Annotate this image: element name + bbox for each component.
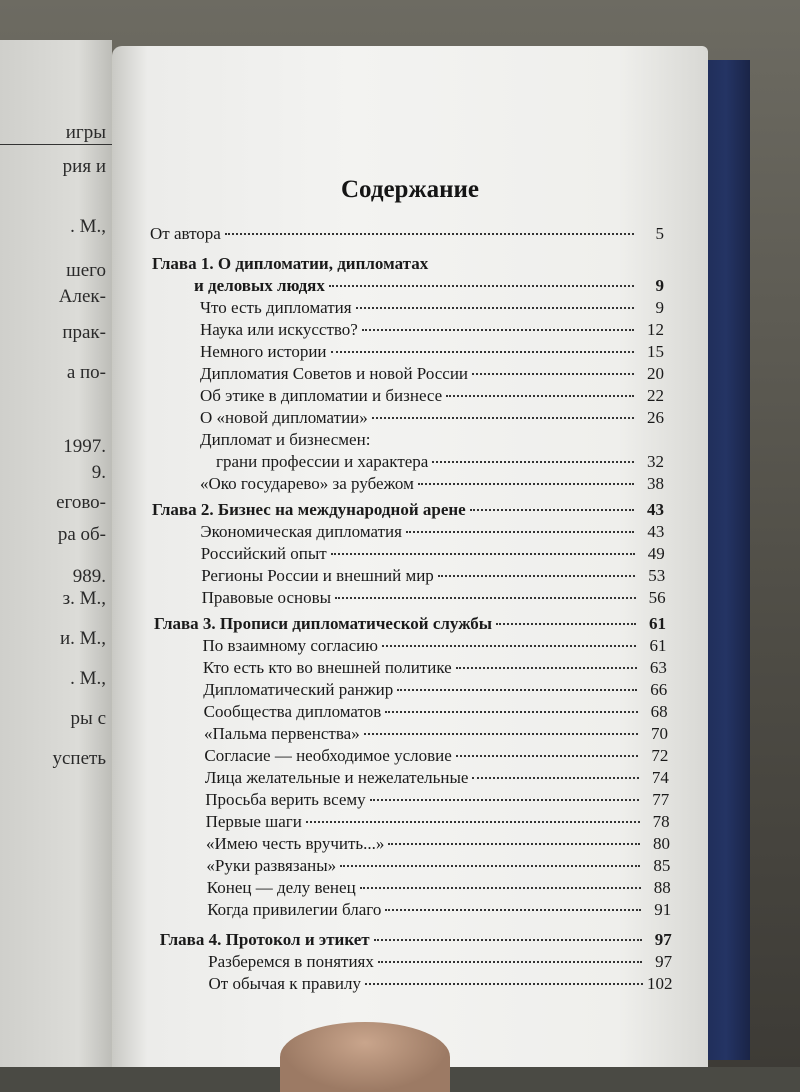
toc-page-number: 97 [655,952,673,971]
toc-label: Российский опыт [200,544,327,563]
toc-entry [203,658,667,680]
toc-label: «Око государево» за рубежом [200,474,414,493]
toc-page-number: 102 [647,974,673,993]
toc-entry [205,768,669,790]
toc-leader-dots [385,909,641,911]
toc-leader-dots [331,553,635,555]
toc-label: Об этике в дипломатии и бизнесе [200,386,443,405]
toc-page-number: 9 [655,298,664,317]
toc-page-number: 15 [647,342,664,361]
left-page-text: рия и [62,156,106,177]
left-page-text: и. М., [59,628,106,649]
toc-entry [200,342,664,364]
toc-entry [200,430,664,452]
toc-entry [200,522,664,544]
toc-entry [208,952,672,974]
toc-leader-dots [472,777,638,779]
toc-entry [216,452,664,474]
toc-page-number: 66 [650,680,668,699]
left-page-text: Алек- [58,286,106,307]
toc-label: «Имею честь вручить...» [206,834,385,853]
left-page-text: а по- [66,362,106,383]
left-page-text: 989. [72,566,106,587]
toc-label: Правовые основы [201,588,332,607]
toc-entry [150,224,664,246]
toc-entry [206,856,670,878]
toc-entry [200,320,664,342]
toc-leader-dots [225,233,634,235]
toc-leader-dots [472,373,634,375]
toc-label: Глава 3. Прописи дипломатической службы [154,614,493,633]
toc-label: О «новой дипломатии» [200,408,368,427]
left-page-text: шего [66,260,106,281]
toc-entry [200,474,664,496]
toc-entry [201,566,665,588]
toc-label: От автора [150,224,221,243]
toc-page-number: 12 [647,320,664,339]
toc-entry [206,812,670,834]
toc-page-number: 61 [649,614,667,633]
toc-leader-dots [329,285,634,287]
toc-page-number: 53 [648,566,666,585]
left-page-text: . М., [70,216,106,237]
toc-label: Когда привилегии благо [207,900,382,919]
toc-entry [204,702,668,724]
toc-entry [200,386,664,408]
toc-label: Глава 1. О дипломатии, дипломатах [152,254,429,273]
toc-label: Согласие — необходимое условие [204,746,452,765]
toc-entry [200,408,664,430]
toc-leader-dots [306,821,640,823]
toc-leader-dots [372,417,634,419]
toc-leader-dots [370,799,640,801]
toc-page-number: 22 [647,386,664,405]
toc-page-number: 72 [651,746,669,765]
toc-leader-dots [385,711,637,713]
toc-leader-dots [382,645,637,647]
toc-label: Дипломатический ранжир [203,680,394,699]
toc-label: Разберемся в понятиях [208,952,374,971]
toc-entry [200,298,664,320]
toc-label: По взаимному согласию [202,636,378,655]
toc-page-number: 61 [649,636,667,655]
toc-label: и деловых людях [194,276,325,295]
toc-entry [204,746,668,768]
toc-entry [202,636,666,658]
toc-entry [202,588,666,610]
thumb [280,1022,450,1092]
toc-leader-dots [340,865,640,867]
toc-page-number: 9 [655,276,664,295]
toc-page-number: 20 [647,364,664,383]
left-page-header: игры [0,122,112,145]
toc-label: Сообщества дипломатов [203,702,382,721]
toc-page-number: 56 [648,588,666,607]
toc-leader-dots [470,509,634,511]
left-page-text: з. М., [62,588,106,609]
toc-leader-dots [378,961,642,963]
toc-label: Регионы России и внешний мир [201,566,434,585]
toc-page-number: 91 [654,900,672,919]
toc-chapter [154,614,666,636]
toc-page-number: 32 [647,452,664,471]
toc-page-number: 26 [647,408,664,427]
toc-leader-dots [360,887,641,889]
toc-label: грани профессии и характера [216,452,429,471]
toc-label: Наука или искусство? [200,320,358,339]
toc-entry [209,974,673,996]
left-page-text: ра об- [57,524,106,545]
toc-leader-dots [388,843,640,845]
toc-page-number: 43 [647,522,665,541]
page-title: Содержание [340,176,479,203]
toc-entry [204,724,668,746]
toc-entry [207,878,671,900]
toc-leader-dots [456,667,637,669]
toc-page-number: 5 [655,224,664,243]
toc-entry [201,544,665,566]
toc-leader-dots [374,939,642,941]
toc-leader-dots [362,329,634,331]
toc-leader-dots [438,575,635,577]
toc-leader-dots [335,597,636,599]
toc-page-number: 74 [651,768,669,787]
toc-leader-dots [432,461,634,463]
toc-label: Кто есть кто во внешней политике [202,658,452,677]
toc-page-number: 63 [649,658,667,677]
toc-label: Экономическая дипломатия [200,522,402,541]
toc-page-number: 43 [647,500,664,519]
left-page-text: ры с [70,708,106,729]
toc-chapter [160,930,672,952]
toc-leader-dots [364,733,638,735]
toc-label: Немного истории [200,342,327,361]
toc-label: Глава 2. Бизнес на международной арене [152,500,466,519]
left-page-text: егово- [56,492,106,513]
toc-label: «Пальма первенства» [204,724,360,743]
toc-label: Что есть дипломатия [200,298,352,317]
toc-label: Первые шаги [205,812,302,831]
toc-page-number: 49 [647,544,665,563]
toc-leader-dots [496,623,636,625]
toc-leader-dots [356,307,634,309]
toc-entry [206,834,670,856]
toc-label: «Руки развязаны» [206,856,337,875]
toc-leader-dots [397,689,637,691]
toc-label: Конец — делу венец [206,878,356,897]
toc-page-number: 78 [652,812,670,831]
toc-leader-dots [365,983,643,985]
toc-leader-dots [331,351,634,353]
toc-chapter [152,254,664,276]
toc-label: От обычая к правилу [208,974,361,993]
toc-leader-dots [406,531,634,533]
left-page [0,40,112,1067]
toc-page-number: 77 [652,790,670,809]
toc-chapter [152,500,664,522]
toc-page-number: 80 [653,834,670,853]
toc-label: Просьба верить всему [205,790,366,809]
toc-page-number: 68 [650,702,668,721]
left-page-text: прак- [62,322,106,343]
left-page-text: успеть [52,748,106,769]
toc-page-number: 97 [654,930,672,949]
toc-entry [205,790,669,812]
toc-label: Глава 4. Протокол и этикет [159,930,370,949]
toc-leader-dots [446,395,634,397]
toc-label: Лица желательные и нежелательные [204,768,469,787]
left-page-text: . М., [70,668,106,689]
toc-page-number: 85 [653,856,671,875]
toc-page-number: 38 [647,474,664,493]
toc-label: Дипломат и бизнесмен: [200,430,371,449]
toc-entry [207,900,671,922]
toc-label: Дипломатия Советов и новой России [200,364,469,383]
left-page-text: 1997. [63,436,106,457]
toc-entry [203,680,667,702]
left-page-text: 9. [91,462,106,483]
toc-leader-dots [418,483,634,485]
toc-chapter [194,276,664,298]
toc-page-number: 70 [651,724,669,743]
toc-entry [200,364,664,386]
toc-leader-dots [456,755,639,757]
toc-page-number: 88 [653,878,671,897]
